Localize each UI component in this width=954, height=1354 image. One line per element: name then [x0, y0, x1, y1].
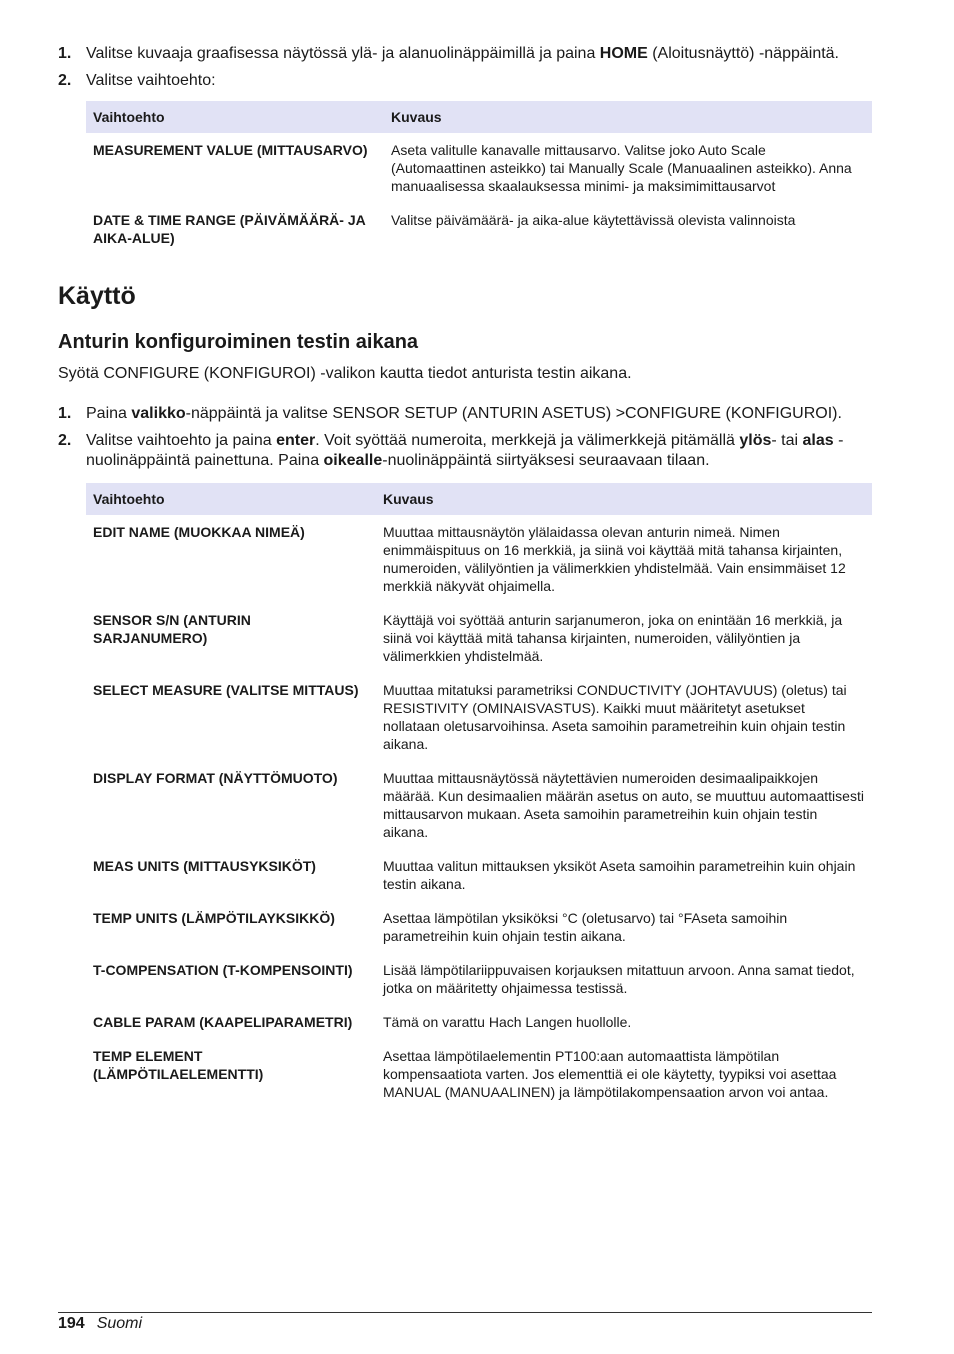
step-number: 2.: [58, 72, 72, 89]
step-emphasis: ylös: [739, 432, 772, 449]
option-name: EDIT NAME (MUOKKAA NIMEÄ): [93, 524, 305, 540]
step-emphasis: alas: [802, 432, 834, 449]
page-number: 194: [58, 1315, 85, 1332]
table-row: [86, 603, 872, 673]
option-description: Asettaa lämpötilaelementin PT100:aan automaattista lämpötilan kompensaatiota varten. Jos elementtiä ei ole käytetty, tyypiksi voi asettaa MANUAL (MANUAALINEN) ja lämpötilakompensaation arvon voi antaa.: [383, 1048, 837, 1100]
step-text-part: Valitse vaihtoehto:: [86, 72, 216, 89]
table-row: [86, 1039, 872, 1109]
list-item: [58, 71, 872, 91]
step-text-part: Valitse vaihtoehto ja paina: [86, 432, 277, 449]
column-header-option: Vaihtoehto: [86, 101, 384, 133]
table-row: [86, 515, 872, 603]
option-name: TEMP UNITS (LÄMPÖTILAYKSIKKÖ): [93, 910, 335, 926]
intro-steps: [58, 44, 872, 91]
step-text-part: . Voit syöttää numeroita, merkkejä ja välimerkkejä pitämällä: [315, 432, 740, 449]
column-header-description: Kuvaus: [384, 101, 872, 133]
step-number: 1.: [58, 45, 72, 62]
subsection-intro: Syötä CONFIGURE (KONFIGUROI) -valikon kautta tiedot anturista testin aikana.: [58, 365, 632, 382]
column-header-description: Kuvaus: [376, 483, 872, 515]
option-description: Valitse päivämäärä- ja aika-alue käytettävissä olevista valinnoista: [391, 212, 796, 228]
step-text-part: Valitse kuvaaja graafisessa näytössä ylä- ja alanuolinäppäimillä ja paina: [86, 45, 600, 62]
table-row: [86, 133, 872, 203]
step-text-part: - tai: [771, 432, 803, 449]
table-row: [86, 761, 872, 849]
table-row: [86, 1005, 872, 1039]
option-description: Muuttaa mittausnäytön ylälaidassa olevan anturin nimeä. Nimen enimmäispituus on 16 merkkiä, ja siinä voi käyttää mitä tahansa kirjainten, numeroiden, välilyöntien ja välimerkkien yhdistelmää. Vain ensimmäiset 12 merkkiä näkyvät ohjaimella.: [383, 524, 846, 594]
option-name: TEMP ELEMENT (LÄMPÖTILAELEMENTTI): [93, 1048, 264, 1082]
options-table-configure: [86, 483, 872, 1109]
option-description: Aseta valitulle kanavalle mittausarvo. Valitse joko Auto Scale (Automaattinen asteikko) tai Manually Scale (Manuaalinen asteikko). Anna manuaalisessa skaalauksessa minimi- ja maksimimittausarvot: [391, 142, 852, 194]
table-row: [86, 953, 872, 1005]
step-text-part: Paina: [86, 405, 132, 422]
list-item: [58, 44, 872, 64]
option-name: SELECT MEASURE (VALITSE MITTAUS): [93, 682, 359, 698]
option-description: Lisää lämpötilariippuvaisen korjauksen mitattuun arvoon. Anna samat tiedot, jotka on määritetty ohjaimessa testissä.: [383, 962, 855, 996]
step-text: [86, 431, 872, 471]
option-name: CABLE PARAM (KAAPELIPARAMETRI): [93, 1014, 353, 1030]
options-table-graph: [86, 101, 872, 255]
option-description: Muuttaa mittausnäytössä näytettävien numeroiden desimaalipaikkojen määrää. Kun desimaalien määrän asetus on auto, se muuttuu automaattisesti mittausarvon mukaan. Aseta samoihin parametreihin kuin ohjain testin aikana.: [383, 770, 864, 840]
step-text-part: -näppäintä ja valitse SENSOR SETUP (ANTURIN ASETUS) >CONFIGURE (KONFIGUROI).: [185, 405, 842, 422]
step-number: 2.: [58, 432, 72, 449]
document-page: [58, 44, 872, 1109]
page-footer: [58, 1312, 872, 1334]
option-description: Asettaa lämpötilan yksiköksi °C (oletusarvo) tai °FAseta samoihin parametreihin kuin ohjain testin aikana.: [383, 910, 788, 944]
step-emphasis: HOME: [599, 45, 648, 62]
section-title: Käyttö: [58, 282, 136, 310]
option-description: Tämä on varattu Hach Langen huollolle.: [383, 1014, 632, 1030]
step-text-part: -nuolinäppäintä painettuna. Paina: [86, 432, 844, 469]
column-header-option: Vaihtoehto: [86, 483, 376, 515]
option-description: Muuttaa valitun mittauksen yksiköt Aseta samoihin parametreihin kuin ohjain testin aikana.: [383, 858, 856, 892]
list-item: [58, 404, 872, 424]
step-text: [86, 71, 872, 91]
table-row: [86, 673, 872, 761]
step-emphasis: enter: [276, 432, 316, 449]
step-text: [86, 404, 872, 424]
step-emphasis: oikealle: [323, 452, 383, 469]
footer-language: Suomi: [96, 1315, 143, 1332]
configure-steps: [58, 404, 872, 471]
step-number: 1.: [58, 405, 72, 422]
option-name: DATE & TIME RANGE (PÄIVÄMÄÄRÄ- JA AIKA-ALUE): [93, 212, 366, 246]
step-text: [86, 44, 872, 64]
option-name: SENSOR S/N (ANTURIN SARJANUMERO): [93, 612, 251, 646]
table-row: [86, 901, 872, 953]
list-item: [58, 431, 872, 471]
option-description: Muuttaa mitatuksi parametriksi CONDUCTIVITY (JOHTAVUUS) (oletus) tai RESISTIVITY (OMINAISVASTUS). Kaikki muut määritetyt asetukset nollataan oletusarvoihinsa. Aseta samoihin parametreihin kuin ohjain testin aikana.: [383, 682, 847, 752]
option-description: Käyttäjä voi syöttää anturin sarjanumeron, joka on enintään 16 merkkiä, ja siinä voi käyttää mitä tahansa kirjainten, numeroiden, välilyöntien ja välimerkkien yhdistelmää.: [383, 612, 843, 664]
table-header-row: [86, 483, 872, 515]
subsection-title: Anturin konfiguroiminen testin aikana: [58, 331, 419, 353]
option-name: DISPLAY FORMAT (NÄYTTÖMUOTO): [93, 770, 338, 786]
step-text-part: (Aloitusnäyttö) -näppäintä.: [647, 45, 839, 62]
table-header-row: [86, 101, 872, 133]
option-name: MEASUREMENT VALUE (MITTAUSARVO): [93, 142, 368, 158]
table-row: [86, 849, 872, 901]
table-row: [86, 203, 872, 255]
option-name: T-COMPENSATION (T-KOMPENSOINTI): [93, 962, 353, 978]
option-name: MEAS UNITS (MITTAUSYKSIKÖT): [93, 858, 316, 874]
step-text-part: -nuolinäppäintä siirtyäksesi seuraavaan tilaan.: [382, 452, 710, 469]
step-emphasis: valikko: [131, 405, 186, 422]
